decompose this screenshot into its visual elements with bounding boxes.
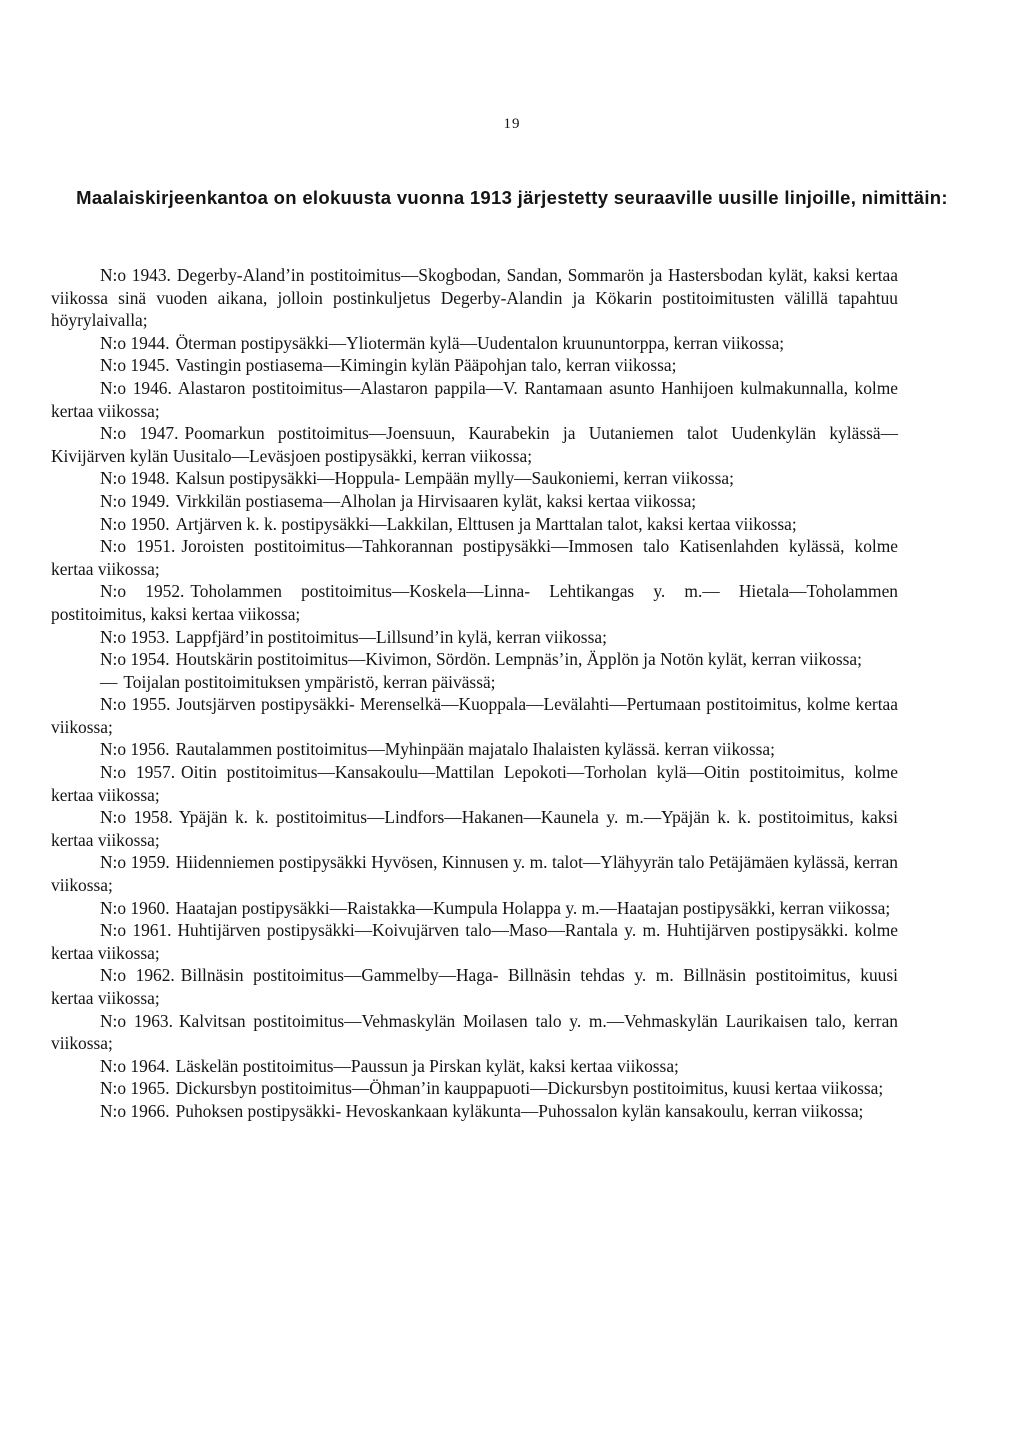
entry-number: N:o 1948. bbox=[100, 468, 170, 489]
entry-text: Degerby-Aland’in postitoimitus—Skogbodan, Sandan, Sommarön ja Hastersbodan kylät, kaksi kertaa viikossa sinä vuoden aikana, jolloin postinkuljetus Degerby-Alandin ja Kökarin postitoimitusten välillä tapahtuu höyrylaivalla; bbox=[51, 265, 898, 331]
page-number: 19 bbox=[503, 116, 521, 132]
entry-text: Ypäjän k. k. postitoimitus—Lindfors—Hakanen—Kaunela y. m.—Ypäjän k. k. postitoimitus, kaksi kertaa viikossa; bbox=[51, 807, 898, 850]
route-entry bbox=[51, 626, 898, 649]
entry-number: N:o 1952. bbox=[100, 581, 185, 602]
entry-text: Kalsun postipysäkki—Hoppula- Lempään mylly—Saukoniemi, kerran viikossa; bbox=[175, 468, 734, 489]
entry-text: Haatajan postipysäkki—Raistakka—Kumpula Holappa y. m.—Haatajan postipysäkki, kerran viikossa; bbox=[175, 897, 891, 918]
route-entry bbox=[51, 535, 898, 580]
entry-number: N:o 1943. bbox=[100, 265, 171, 285]
route-entry bbox=[51, 1055, 898, 1078]
entry-number: N:o 1965. bbox=[100, 1078, 170, 1099]
entry-text: Puhoksen postipysäkki- Hevoskankaan kyläkunta—Puhossalon kylän kansakoulu, kerran viikossa; bbox=[175, 1100, 864, 1121]
entry-number: N:o 1946. bbox=[100, 377, 172, 398]
route-entry bbox=[51, 1077, 898, 1100]
entry-number: N:o 1950. bbox=[100, 513, 170, 534]
entry-number: N:o 1954. bbox=[100, 649, 170, 670]
route-entry bbox=[51, 1100, 898, 1123]
entry-number: N:o 1963. bbox=[100, 1010, 173, 1031]
entry-number: N:o 1953. bbox=[100, 626, 170, 647]
entry-text: Billnäsin postitoimitus—Gammelby—Haga- Billnäsin tehdas y. m. Billnäsin postitoimitus, kuusi kertaa viikossa; bbox=[51, 965, 898, 1008]
entry-number: N:o 1949. bbox=[100, 490, 170, 511]
entry-text: Houtskärin postitoimitus—Kivimon, Sördön. Lempnäs’in, Äpplön ja Notön kylät, kerran viikossa; bbox=[175, 649, 862, 670]
entry-text: Öterman postipysäkki—Yliotermän kylä—Uudentalon kruununtorppa, kerran viikossa; bbox=[175, 332, 785, 353]
entry-number: N:o 1947. bbox=[100, 423, 179, 444]
route-entry bbox=[51, 490, 898, 513]
entry-number: N:o 1956. bbox=[100, 739, 170, 760]
route-entry bbox=[51, 919, 898, 964]
entry-number: N:o 1944. bbox=[100, 332, 170, 353]
route-entry bbox=[51, 354, 898, 377]
entry-number: N:o 1958. bbox=[100, 807, 173, 828]
route-entry bbox=[51, 513, 898, 536]
entry-number: — bbox=[100, 671, 118, 692]
entry-text: Alastaron postitoimitus—Alastaron pappila—V. Rantamaan asunto Hanhijoen kulmakunnalla, kolme kertaa viikossa; bbox=[51, 377, 898, 421]
entry-text: Joroisten postitoimitus—Tahkorannan postipysäkki—Immosen talo Katisenlahden kylässä, kolme kertaa viikossa; bbox=[51, 536, 898, 579]
entry-number: N:o 1957. bbox=[100, 762, 176, 783]
entry-number: N:o 1964. bbox=[100, 1055, 170, 1076]
section-heading: Maalaiskirjeenkantoa on elokuusta vuonna 1913 järjestetty seuraaville uusille linjoille, nimittäin: bbox=[76, 187, 948, 208]
entry-number: N:o 1959. bbox=[100, 852, 170, 873]
route-entry bbox=[51, 422, 898, 467]
route-entry bbox=[51, 377, 898, 422]
route-entry bbox=[51, 761, 898, 806]
route-entry bbox=[51, 580, 898, 625]
entry-text: Dickursbyn postitoimitus—Öhman’in kauppapuoti—Dickursbyn postitoimitus, kuusi kertaa viikossa; bbox=[175, 1078, 884, 1099]
route-entry bbox=[51, 806, 898, 851]
route-entry bbox=[51, 332, 898, 355]
entry-number: N:o 1955. bbox=[100, 694, 171, 715]
entry-text: Poomarkun postitoimitus—Joensuun, Kaurabekin ja Uutaniemen talot Uudenkylän kylässä—Kivijärven kylän Uusitalo—Leväsjoen postipysäkki, kerran viikossa; bbox=[51, 423, 898, 466]
entry-text: Oitin postitoimitus—Kansakoulu—Mattilan Lepokoti—Torholan kylä—Oitin postitoimitus, kolme kertaa viikossa; bbox=[51, 762, 898, 805]
entry-text: Lappfjärd’in postitoimitus—Lillsund’in kylä, kerran viikossa; bbox=[175, 626, 607, 647]
entry-text: Joutsjärven postipysäkki- Merenselkä—Kuoppala—Levälahti—Pertumaan postitoimitus, kolme kertaa viikossa; bbox=[51, 694, 898, 737]
entry-number: N:o 1945. bbox=[100, 355, 170, 376]
entry-text: Läskelän postitoimitus—Paussun ja Pirskan kylät, kaksi kertaa viikossa; bbox=[175, 1055, 679, 1076]
route-entry bbox=[51, 1010, 898, 1055]
route-entry bbox=[51, 693, 898, 738]
route-entry bbox=[51, 467, 898, 490]
entry-text: Kalvitsan postitoimitus—Vehmaskylän Moilasen talo y. m.—Vehmaskylän Laurikaisen talo, kerran viikossa; bbox=[51, 1010, 898, 1054]
entry-number: N:o 1962. bbox=[100, 965, 175, 986]
route-entry bbox=[51, 738, 898, 761]
entry-text: Toholammen postitoimitus—Koskela—Linna- Lehtikangas y. m.— Hietala—Toholammen postitoimitus, kaksi kertaa viikossa; bbox=[51, 581, 898, 624]
entry-text: Hiidenniemen postipysäkki Hyvösen, Kinnusen y. m. talot—Ylähyyrän talo Petäjämäen kylässä, kerran viikossa; bbox=[51, 852, 898, 896]
route-entry bbox=[51, 648, 898, 671]
route-entry bbox=[51, 964, 898, 1009]
route-entry bbox=[51, 671, 898, 694]
route-entry bbox=[51, 897, 898, 920]
entry-number: N:o 1960. bbox=[100, 897, 170, 918]
entry-text: Virkkilän postiasema—Alholan ja Hirvisaaren kylät, kaksi kertaa viikossa; bbox=[175, 490, 697, 511]
entry-number: N:o 1966. bbox=[100, 1100, 170, 1121]
entry-text: Huhtijärven postipysäkki—Koivujärven talo—Maso—Rantala y. m. Huhtijärven postipysäkki. kolme kertaa viikossa; bbox=[51, 920, 898, 963]
entry-text: Toijalan postitoimituksen ympäristö, kerran päivässä; bbox=[123, 671, 496, 692]
entry-text: Vastingin postiasema—Kimingin kylän Pääpohjan talo, kerran viikossa; bbox=[175, 355, 677, 376]
entry-number: N:o 1961. bbox=[100, 920, 172, 941]
route-list bbox=[51, 264, 898, 1123]
entry-text: Rautalammen postitoimitus—Myhinpään majatalo Ihalaisten kylässä. kerran viikossa; bbox=[175, 739, 775, 760]
entry-text: Artjärven k. k. postipysäkki—Lakkilan, Elttusen ja Marttalan talot, kaksi kertaa viikossa; bbox=[175, 513, 797, 534]
route-entry bbox=[51, 264, 898, 332]
route-entry bbox=[51, 851, 898, 896]
entry-number: N:o 1951. bbox=[100, 536, 176, 557]
